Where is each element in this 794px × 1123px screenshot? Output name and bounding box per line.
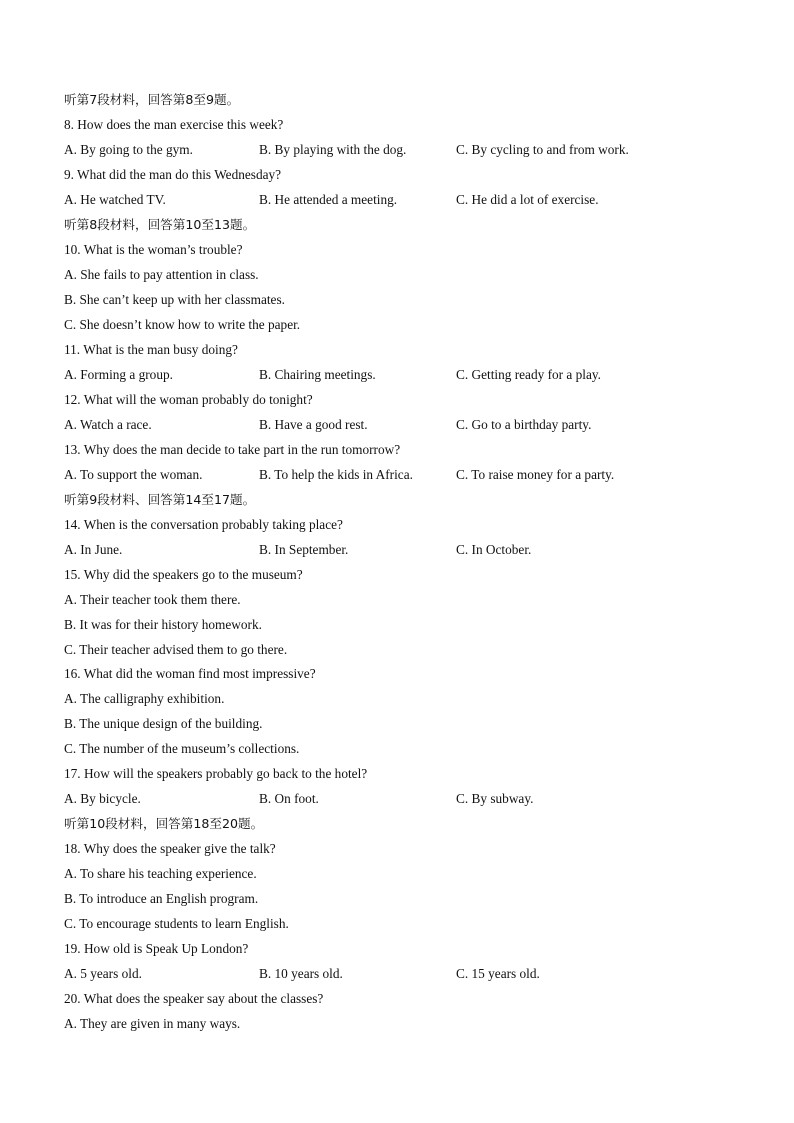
option-a: A. The calligraphy exhibition. [64,691,225,706]
question-stem: 18. Why does the speaker give the talk? [64,841,276,856]
question-stem: 10. What is the woman’s trouble? [64,242,243,257]
option-a: A. They are given in many ways. [64,1016,241,1031]
option-c: C. Getting ready for a play. [456,367,601,382]
question-stem: 12. What will the woman probably do tonight? [64,392,313,407]
option-b: B. 10 years old. [259,966,343,981]
option-c: C. Their teacher advised them to go there. [64,642,288,657]
option-c: C. The number of the museum’s collections. [64,741,300,756]
option-c: C. She doesn’t know how to write the paper. [64,317,301,332]
option-b: B. To introduce an English program. [64,891,259,906]
option-b: B. It was for their history homework. [64,617,262,632]
section-heading: 听第9段材料、回答第14至17题。 [64,492,256,507]
question-stem: 20. What does the speaker say about the classes? [64,991,324,1006]
option-a: A. Forming a group. [64,367,173,382]
option-a: A. Their teacher took them there. [64,592,241,607]
option-b: B. The unique design of the building. [64,716,263,731]
question-stem: 14. When is the conversation probably taking place? [64,517,343,532]
option-c: C. By cycling to and from work. [456,142,629,157]
option-b: B. By playing with the dog. [259,142,407,157]
section-heading: 听第8段材料，回答第10至13题。 [64,217,256,232]
option-b: B. In September. [259,542,349,557]
option-b: B. Chairing meetings. [259,367,376,382]
option-b: B. Have a good rest. [259,417,368,432]
option-a: A. She fails to pay attention in class. [64,267,259,282]
option-c: C. By subway. [456,791,534,806]
question-stem: 17. How will the speakers probably go back to the hotel? [64,766,368,781]
option-a: A. To support the woman. [64,467,203,482]
question-stem: 11. What is the man busy doing? [64,342,238,357]
question-stem: 19. How old is Speak Up London? [64,941,249,956]
option-c: C. To raise money for a party. [456,467,615,482]
option-a: A. Watch a race. [64,417,152,432]
option-c: C. Go to a birthday party. [456,417,592,432]
question-stem: 8. How does the man exercise this week? [64,117,284,132]
section-heading: 听第10段材料，回答第18至20题。 [64,816,264,831]
option-a: A. 5 years old. [64,966,142,981]
option-b: B. He attended a meeting. [259,192,398,207]
question-stem: 16. What did the woman find most impressive? [64,666,316,681]
option-a: A. By going to the gym. [64,142,193,157]
option-b: B. To help the kids in Africa. [259,467,413,482]
option-b: B. She can’t keep up with her classmates. [64,292,285,307]
option-c: C. In October. [456,542,532,557]
question-stem: 15. Why did the speakers go to the museum? [64,567,303,582]
option-a: A. To share his teaching experience. [64,866,257,881]
option-c: C. He did a lot of exercise. [456,192,599,207]
option-a: A. By bicycle. [64,791,141,806]
question-stem: 13. Why does the man decide to take part in the run tomorrow? [64,442,401,457]
section-heading: 听第7段材料，回答第8至9题。 [64,92,240,107]
option-a: A. He watched TV. [64,192,166,207]
option-a: A. In June. [64,542,123,557]
option-c: C. 15 years old. [456,966,540,981]
question-stem: 9. What did the man do this Wednesday? [64,167,282,182]
option-c: C. To encourage students to learn English. [64,916,289,931]
option-b: B. On foot. [259,791,319,806]
